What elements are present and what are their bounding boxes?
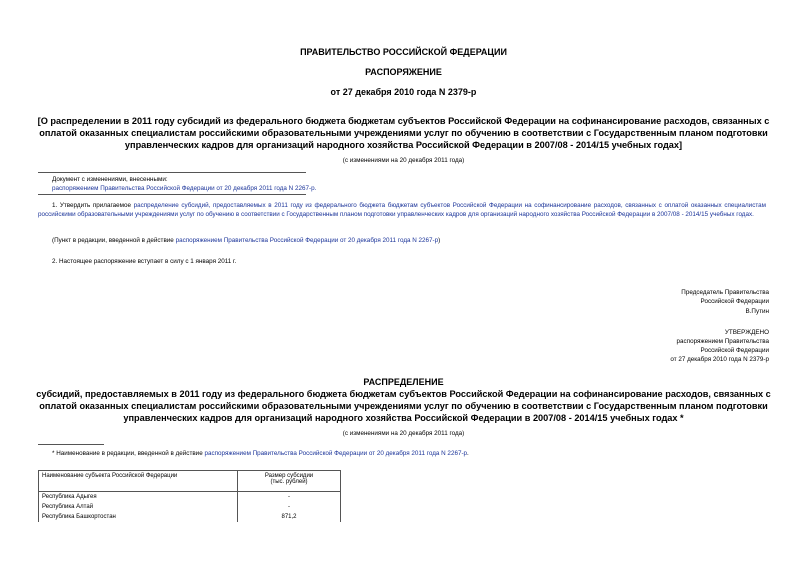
divider	[38, 172, 306, 173]
doc-date-number: от 27 декабря 2010 года N 2379-р	[330, 87, 477, 97]
footnote-divider	[38, 444, 104, 445]
distribution-title-line-1: субсидий, предоставляемых в 2011 году из федерального бюджета бюджетам субъектов Российской Федерации на софинансирование расходов, связанных с	[36, 389, 771, 399]
footnote	[52, 449, 469, 458]
note-suffix: )	[438, 237, 441, 244]
region-name: Республика Адыгея	[39, 492, 238, 503]
doc-title	[0, 115, 807, 151]
approved-block	[670, 328, 769, 364]
distribution-title-line-2: оплатой оказанных специалистам российскими образовательными учреждениями услуг по обучению в соответствии с Государственным планом подготовки	[39, 401, 768, 411]
footnote-link[interactable]: распоряжением Правительства Российской Федерации от 20 декабря 2011 года N 2267-р	[204, 450, 468, 457]
signature-block	[681, 288, 769, 316]
distribution-title	[0, 388, 807, 424]
paragraph-1	[38, 201, 766, 219]
note-prefix: (Пункт в редакции, введенной в действие	[52, 237, 174, 244]
signature-name: В.Путин	[745, 308, 769, 315]
doc-title-line-3: управленческих кадров для организаций народного хозяйства Российской Федерации в 2007/08 - 2014/15 учебных годах]	[124, 140, 683, 150]
subsidy-value: -	[238, 502, 341, 512]
distribution-title-line-3: управленческих кадров для организаций народного хозяйства Российской Федерации в 2007/08 - 2014/15 учебных годах *	[123, 413, 684, 423]
region-name: Республика Башкортостан	[39, 512, 238, 522]
paragraph-2: 2. Настоящее распоряжение вступает в силу с 1 января 2011 г.	[52, 258, 237, 265]
changes-link[interactable]: распоряжением Правительства Российской Федерации от 20 декабря 2011 года N 2267-р.	[52, 185, 317, 192]
changes-label: Документ с изменениями, внесенными:	[52, 176, 168, 183]
signature-line-1: Председатель Правительства	[681, 289, 769, 296]
distribution-heading: РАСПРЕДЕЛЕНИЕ	[363, 377, 444, 387]
approved-line-3: Российской Федерации	[700, 347, 769, 354]
subsidy-value: -	[238, 492, 341, 503]
amendments-note: (с изменениями на 20 декабря 2011 года)	[342, 157, 465, 164]
note-link[interactable]: распоряжением Правительства Российской Федерации от 20 декабря 2011 года N 2267-р	[175, 237, 439, 244]
table-row	[39, 502, 341, 512]
approved-line-2: распоряжением Правительства	[676, 338, 769, 345]
col2-header-line-2: (тыс. рублей)	[270, 479, 308, 485]
subsidy-table	[38, 470, 341, 522]
approved-line-1: УТВЕРЖДЕНО	[724, 329, 769, 336]
table-row	[39, 492, 341, 503]
signature-line-2: Российской Федерации	[700, 298, 769, 305]
doc-title-line-1: [О распределении в 2011 году субсидий из федерального бюджета бюджетам субъектов Российской Федерации на софинансирование расходов, связанных с	[37, 116, 770, 126]
col1-header: Наименование субъекта Российской Федерации	[39, 471, 238, 492]
distribution-amendments-note: (с изменениями на 20 декабря 2011 года)	[342, 430, 465, 437]
divider	[38, 194, 306, 195]
doc-title-line-2: оплатой оказанных специалистам российскими образовательными учреждениями услуг по обучению в соответствии с Государственным планом подготовки	[39, 128, 768, 138]
doc-type-heading: РАСПОРЯЖЕНИЕ	[365, 67, 442, 77]
region-name: Республика Алтай	[39, 502, 238, 512]
col2-header	[238, 471, 341, 492]
col2-header-line-1: Размер субсидии	[264, 473, 314, 479]
table-header-row	[39, 471, 341, 492]
paragraph-1-prefix: 1. Утвердить прилагаемое	[52, 202, 131, 209]
paragraph-1-note	[52, 236, 440, 245]
footnote-suffix: .	[467, 450, 469, 457]
government-heading: ПРАВИТЕЛЬСТВО РОССИЙСКОЙ ФЕДЕРАЦИИ	[300, 47, 507, 57]
distribution-link[interactable]: распределение субсидий, предоставляемых в 2011 году из федерального бюджета бюджетам субъектов Российской Федерации на софинансирование расходов, связанных с оплатой оказанных специалистам российскими образовательными учреждениями услуг по обучению в соответствии с Государственным планом подготовки управленческих кадров для организаций народного хозяйства Российской Федерации в 2007/08 - 2014/15 учебных годах.	[38, 202, 766, 218]
footnote-prefix: * Наименование в редакции, введенной в действие	[52, 450, 203, 457]
table-row	[39, 512, 341, 522]
approved-line-4: от 27 декабря 2010 года N 2379-р	[670, 356, 769, 363]
subsidy-value: 871,2	[238, 512, 341, 522]
